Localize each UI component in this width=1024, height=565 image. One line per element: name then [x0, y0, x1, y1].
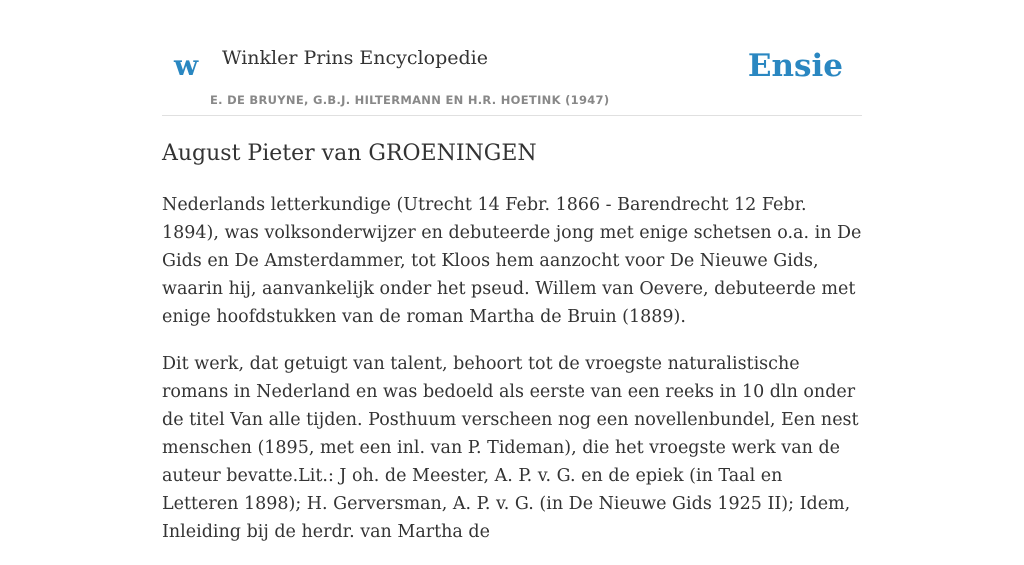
ensie-brand-logo[interactable]: Ensie [747, 48, 843, 84]
article-title: August Pieter van GROENINGEN [162, 141, 537, 166]
publication-authors: E. DE BRUYNE, G.B.J. HILTERMANN EN H.R. HOETINK (1947) [210, 93, 610, 107]
article-paragraph: Dit werk, dat getuigt van talent, behoort tot de vroegste naturalistische romans in Nederland en was bedoeld als eerste van een reeks in 10 dln onder de titel Van alle tijden. Posthuum verscheen nog een novellenbundel, Een nest menschen (1895, met een inl. van P. Tideman), die het vroegste werk van de auteur bevatte.Lit.: J oh. de Meester, A. P. v. G. en de epiek (in Taal en Letteren 1898); H. Gerversman, A. P. v. G. (in De Nieuwe Gids 1925 II); Idem, Inleiding bij de herdr. van Martha de [162, 354, 859, 542]
article-body [162, 191, 862, 565]
publication-title[interactable]: Winkler Prins Encyclopedie [222, 47, 488, 69]
publication-logo-icon[interactable]: w [174, 49, 199, 82]
header [162, 0, 862, 116]
page [162, 0, 862, 542]
article-paragraph: Nederlands letterkundige (Utrecht 14 Febr. 1866 - Barendrecht 12 Febr. 1894), was volksonderwijzer en debuteerde jong met enige schetsen o.a. in De Gids en De Amsterdammer, tot Kloos hem aanzocht voor De Nieuwe Gids, waarin hij, aanvankelijk onder het pseud. Willem van Oevere, debuteerde met enige hoofdstukken van de roman Martha de Bruin (1889). [162, 195, 862, 327]
